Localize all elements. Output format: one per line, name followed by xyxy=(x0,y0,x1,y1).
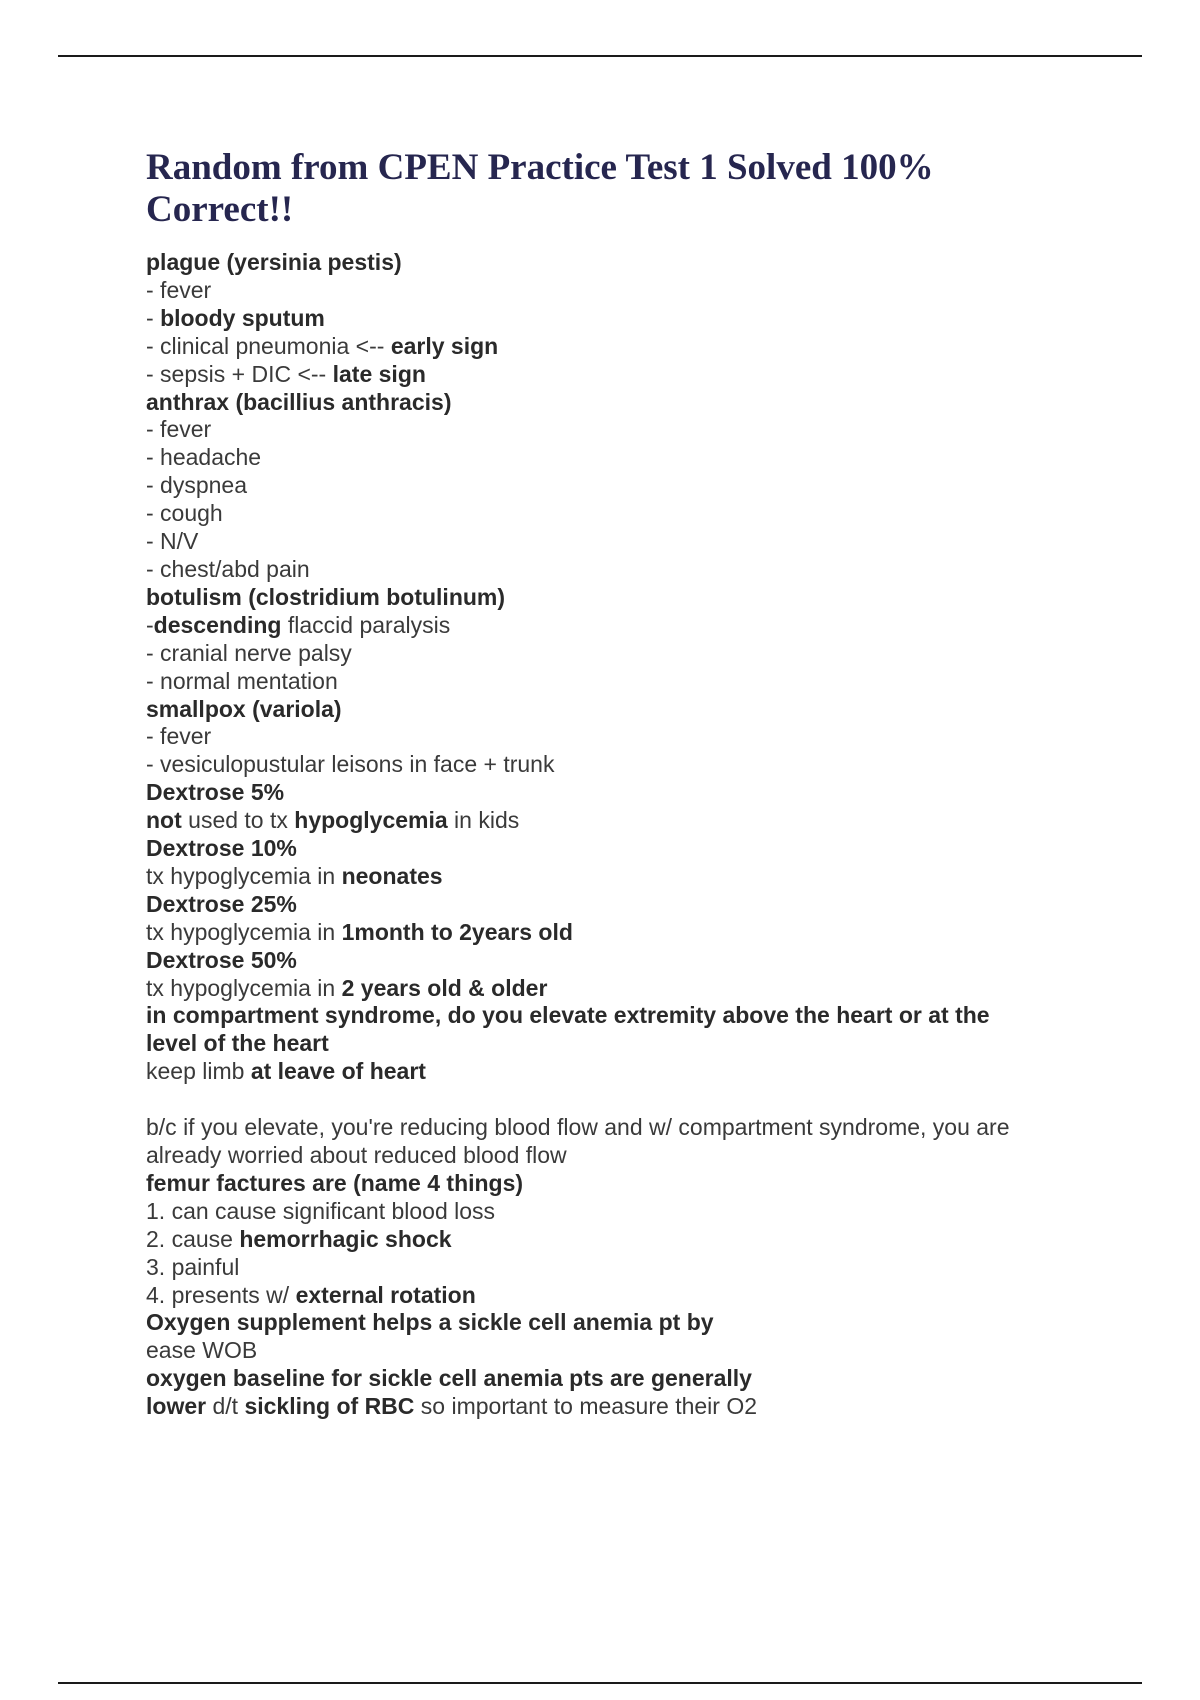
bold-text-run: plague (yersinia pestis) xyxy=(146,249,402,275)
text-run: tx hypoglycemia in xyxy=(146,918,342,945)
text-line xyxy=(146,249,1086,277)
bold-text-run: lower xyxy=(146,1393,207,1420)
text-run: 4. presents w/ xyxy=(146,1281,296,1308)
bold-text-run: Dextrose 50% xyxy=(146,946,297,973)
text-run: - N/V xyxy=(146,528,199,555)
text-run: 3. painful xyxy=(146,1253,240,1280)
text-line xyxy=(146,919,1086,947)
text-line xyxy=(146,444,1086,472)
text-run: in kids xyxy=(447,807,520,834)
bold-text-run: smallpox (variola) xyxy=(146,695,342,722)
text-run: - cranial nerve palsy xyxy=(146,639,352,666)
text-line xyxy=(146,1142,1086,1170)
text-line xyxy=(146,891,1086,919)
bold-text-run: 1month to 2years old xyxy=(341,918,573,945)
text-line xyxy=(146,947,1086,975)
text-run: - headache xyxy=(146,444,262,471)
text-line xyxy=(146,696,1086,724)
text-line xyxy=(146,528,1086,556)
text-line xyxy=(146,1393,1086,1421)
bold-text-run: early sign xyxy=(390,332,499,359)
text-line xyxy=(146,779,1086,807)
text-run: - fever xyxy=(146,276,212,303)
text-line xyxy=(146,863,1086,891)
text-run: - dyspnea xyxy=(146,472,248,499)
bold-text-run: external rotation xyxy=(295,1281,476,1308)
text-run: b/c if you elevate, you're reducing blood flow and w/ compartment syndrome, you are xyxy=(146,1114,1010,1141)
text-run: 2. cause xyxy=(146,1225,240,1252)
bold-text-run: neonates xyxy=(341,862,443,889)
text-run: - sepsis + DIC <-- xyxy=(146,360,333,387)
bold-text-run: descending xyxy=(153,611,282,638)
text-run: - vesiculopustular leisons in face + trunk xyxy=(146,751,555,778)
text-run: tx hypoglycemia in xyxy=(146,862,342,889)
bold-text-run: in compartment syndrome, do you elevate extremity above the heart or at the xyxy=(146,1002,990,1029)
text-line xyxy=(146,1198,1086,1226)
text-line xyxy=(146,975,1086,1003)
text-line xyxy=(146,612,1086,640)
bold-text-run: not xyxy=(146,807,182,834)
bold-text-run: Dextrose 25% xyxy=(146,890,297,917)
text-line xyxy=(146,1337,1086,1365)
text-run: - fever xyxy=(146,416,212,443)
text-run: flaccid paralysis xyxy=(281,611,451,638)
text-line xyxy=(146,389,1086,417)
text-run: - xyxy=(146,611,154,638)
text-line xyxy=(146,277,1086,305)
text-line xyxy=(146,1002,1086,1030)
text-line xyxy=(146,500,1086,528)
text-line xyxy=(146,1030,1086,1058)
text-line xyxy=(146,1086,1086,1114)
text-run: keep limb xyxy=(146,1058,251,1085)
text-line xyxy=(146,835,1086,863)
bold-text-run: bloody sputum xyxy=(160,304,325,331)
top-divider xyxy=(58,55,1142,57)
document-page xyxy=(146,147,1086,1421)
bold-text-run: 2 years old & older xyxy=(341,974,548,1001)
bold-text-run: oxygen baseline for sickle cell anemia pts are generally xyxy=(146,1365,752,1392)
text-run: already worried about reduced blood flow xyxy=(146,1141,567,1168)
text-line xyxy=(146,1309,1086,1337)
bold-text-run: botulism (clostridium botulinum) xyxy=(146,583,506,610)
text-line xyxy=(146,723,1086,751)
text-run: so important to measure their O2 xyxy=(414,1393,758,1420)
bold-text-run: level of the heart xyxy=(146,1030,329,1057)
text-run: ease WOB xyxy=(146,1337,258,1364)
bottom-divider xyxy=(58,1682,1142,1684)
text-line xyxy=(146,333,1086,361)
text-line xyxy=(146,472,1086,500)
bold-text-run: hemorrhagic shock xyxy=(239,1225,452,1252)
text-run: used to tx xyxy=(181,807,295,834)
document-title: Random from CPEN Practice Test 1 Solved 100% Correct!! xyxy=(146,147,934,230)
text-line xyxy=(146,640,1086,668)
text-line xyxy=(146,751,1086,779)
text-run: d/t xyxy=(206,1393,245,1420)
bold-text-run: at leave of heart xyxy=(250,1058,426,1085)
text-line xyxy=(146,1254,1086,1282)
bold-text-run: sickling of RBC xyxy=(244,1393,415,1420)
text-line xyxy=(146,416,1086,444)
text-line xyxy=(146,305,1086,333)
text-run: - clinical pneumonia <-- xyxy=(146,332,391,359)
text-line xyxy=(146,556,1086,584)
text-line xyxy=(146,1282,1086,1310)
text-line xyxy=(146,1114,1086,1142)
text-line xyxy=(146,361,1086,389)
text-line xyxy=(146,807,1086,835)
text-line xyxy=(146,1058,1086,1086)
text-run: - xyxy=(146,304,161,331)
text-run: tx hypoglycemia in xyxy=(146,974,342,1001)
bold-text-run: Oxygen supplement helps a sickle cell anemia pt by xyxy=(146,1309,714,1336)
bold-text-run: late sign xyxy=(332,360,426,387)
text-run: - normal mentation xyxy=(146,667,338,694)
text-line xyxy=(146,668,1086,696)
bold-text-run: femur factures are (name 4 things) xyxy=(146,1169,524,1196)
text-run: - fever xyxy=(146,723,212,750)
text-line xyxy=(146,1226,1086,1254)
bold-text-run: anthrax (bacillius anthracis) xyxy=(146,388,452,415)
bold-text-run: Dextrose 10% xyxy=(146,835,297,862)
document-body xyxy=(146,249,1086,1421)
text-run: - chest/abd pain xyxy=(146,555,310,582)
text-run: 1. can cause significant blood loss xyxy=(146,1197,496,1224)
bold-text-run: Dextrose 5% xyxy=(146,779,285,806)
text-line xyxy=(146,1365,1086,1393)
text-run: - cough xyxy=(146,500,223,527)
bold-text-run: hypoglycemia xyxy=(294,807,448,834)
text-line xyxy=(146,1170,1086,1198)
text-line xyxy=(146,584,1086,612)
